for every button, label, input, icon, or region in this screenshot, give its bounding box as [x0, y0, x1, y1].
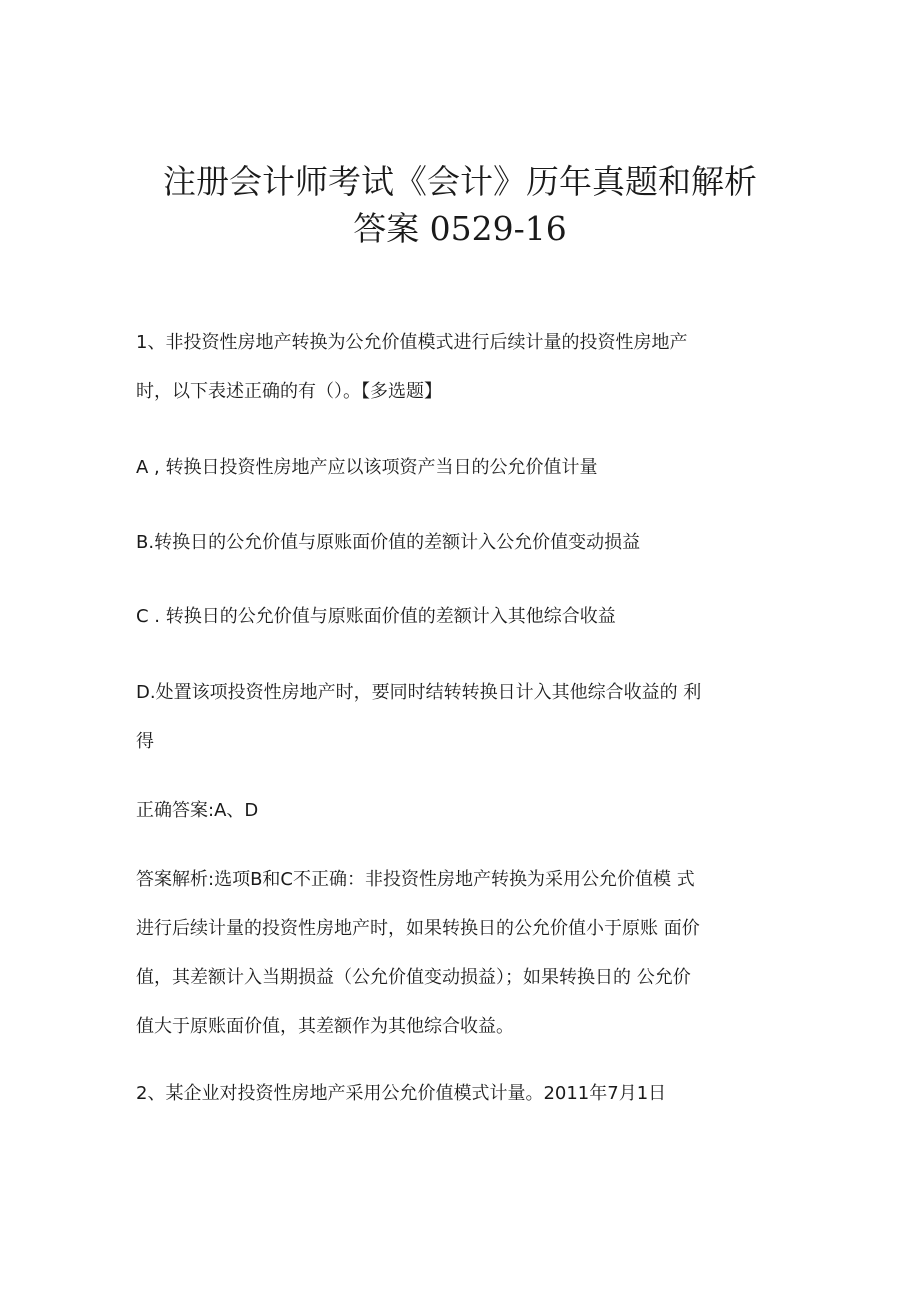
option-d-line-2: 得	[136, 731, 154, 752]
question-1-option-a	[136, 443, 776, 492]
question-2-stem	[136, 1069, 776, 1118]
option-d-line-1: D.处置该项投资性房地产时，要同时结转转换日计入其他综合收益的 利	[136, 682, 702, 703]
question-1-analysis	[136, 855, 776, 1051]
question-1-stem-line-1: 1、非投资性房地产转换为公允价值模式进行后续计量的投资性房地产	[136, 332, 688, 353]
analysis-line-1: 答案解析:选项B和C不正确：非投资性房地产转换为采用公允价值模 式	[136, 869, 695, 890]
option-a-line-1: A , 转换日投资性房地产应以该项资产当日的公允价值计量	[136, 457, 598, 478]
question-1-answer	[136, 786, 776, 835]
question-1-stem	[136, 318, 776, 416]
question-1-option-d	[136, 668, 776, 766]
option-c-line-1: C . 转换日的公允价值与原账面价值的差额计入其他综合收益	[136, 606, 616, 627]
question-1-stem-line-2: 时，以下表述正确的有（）。【多选题】	[136, 381, 442, 402]
page-title-line-2: 答案 0529-16	[353, 209, 567, 248]
answer-line: 正确答案:A、D	[136, 800, 259, 821]
page-title-line-1: 注册会计师考试《会计》历年真题和解析	[163, 162, 757, 201]
question-1-option-c	[136, 592, 776, 641]
option-b-line-1: B.转换日的公允价值与原账面价值的差额计入公允价值变动损益	[136, 532, 641, 553]
question-1-option-b	[136, 518, 776, 567]
analysis-line-2: 进行后续计量的投资性房地产时，如果转换日的公允价值小于原账 面价	[136, 918, 700, 939]
analysis-line-3: 值，其差额计入当期损益（公允价值变动损益）；如果转换日的 公允价	[136, 967, 691, 988]
question-2-stem-line-1: 2、某企业对投资性房地产采用公允价值模式计量。2011年7月1日	[136, 1083, 667, 1104]
analysis-line-4: 值大于原账面价值，其差额作为其他综合收益。	[136, 1016, 514, 1037]
